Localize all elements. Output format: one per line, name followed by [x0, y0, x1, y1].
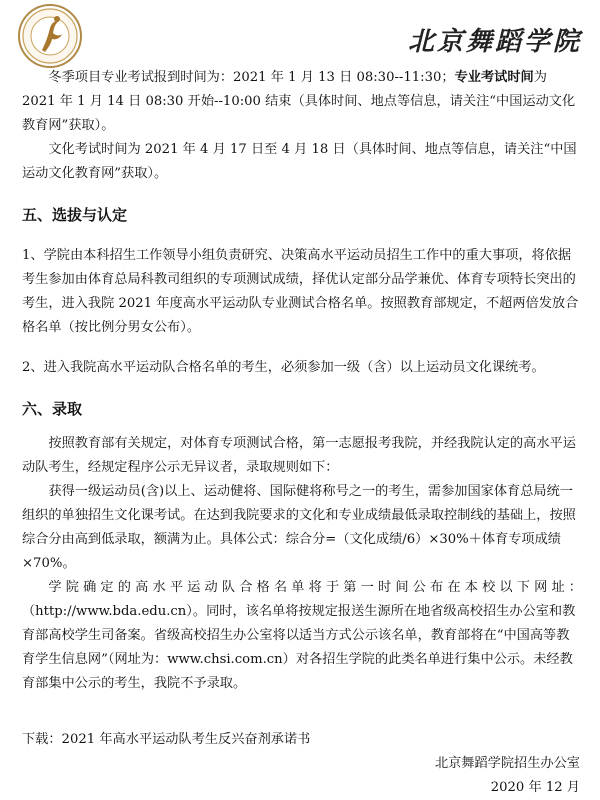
section-5-item-1: 1、学院由本科招生工作领导小组负责研究、决策高水平运动员招生工作中的重大事项，将依据考生参加由体育总局科教司组织的专项测试成绩，择优认定部分品学兼优、体育专项特长突出的考生，进入我院 2021 年度高水平运动队专业测试合格名单。按照教育部规定，不超两倍发放合格名单（按比例分男女公布）。 — [22, 248, 579, 335]
academy-brand-name: 北京舞蹈学院 — [408, 27, 583, 57]
signature-date: 2020 年 12 月 — [490, 780, 580, 795]
download-link[interactable]: 下载：2021 年高水平运动队考生反兴奋剂承诺书 — [22, 732, 311, 747]
page-header — [0, 0, 600, 70]
document-body — [22, 66, 582, 800]
section-6-publish-body: （http://www.bda.edu.cn）。同时，该名单将按规定报送生源所在地省级高校招生办公室和教育部高校学生司备案。省级高校招生办公室将以适当方式公示该名单，教育部将在“中国高等教育学生信息网”（网址为：www.chsi.com.cn）对各招生学院的此类名单进行集中公示。未经教育部集中公示的考生，我院不予录取。 — [22, 604, 576, 691]
section-5-item-2: 2、进入我院高水平运动队合格名单的考生，必须参加一级（含）以上运动员文化课统考。 — [22, 360, 545, 375]
section-6-heading: 六、录取 — [22, 400, 83, 418]
section-6-intro: 按照教育部有关规定，对体育专项测试合格，第一志愿报考我院，并经我院认定的高水平运动队考生，经规定程序公示无异议者，录取规则如下： — [22, 436, 576, 475]
academy-seal-logo — [18, 4, 82, 68]
culture-exam-paragraph: 文化考试时间为 2021 年 4 月 17 日至 4 月 18 日（具体时间、地点等信息，请关注“中国运动文化教育网”获取）。 — [22, 142, 577, 181]
winter-exam-time: 为 2021 年 1 月 14 日 08:30 开始--10:00 结束（具体时间、地点等信息，请关注“中国运动文化教育网”获取）。 — [22, 70, 576, 133]
winter-exam-paragraph — [22, 66, 582, 138]
exam-time-label: 专业考试时间 — [454, 70, 534, 85]
winter-report-time: 冬季项目专业考试报到时间为：2021 年 1 月 13 日 08:30--11:30； — [48, 70, 455, 85]
section-6-publish-line: 学院确定的高水平运动队合格名单将于第一时间公布在本校以下网址： — [48, 580, 582, 595]
section-6-rule: 获得一级运动员(含)以上、运动健将、国际健将称号之一的考生，需参加国家体育总局统一组织的单独招生文化课考试。在达到我院要求的文化和专业成绩最低录取控制线的基础上，按照综合分由高到低录取，额满为止。具体公式：综合分=（文化成绩/6）×30%＋体育专项成绩×70%。 — [22, 484, 576, 571]
dancer-emblem-icon — [20, 6, 80, 66]
signature-org: 北京舞蹈学院招生办公室 — [434, 756, 580, 771]
section-5-heading: 五、选拔与认定 — [22, 206, 128, 224]
